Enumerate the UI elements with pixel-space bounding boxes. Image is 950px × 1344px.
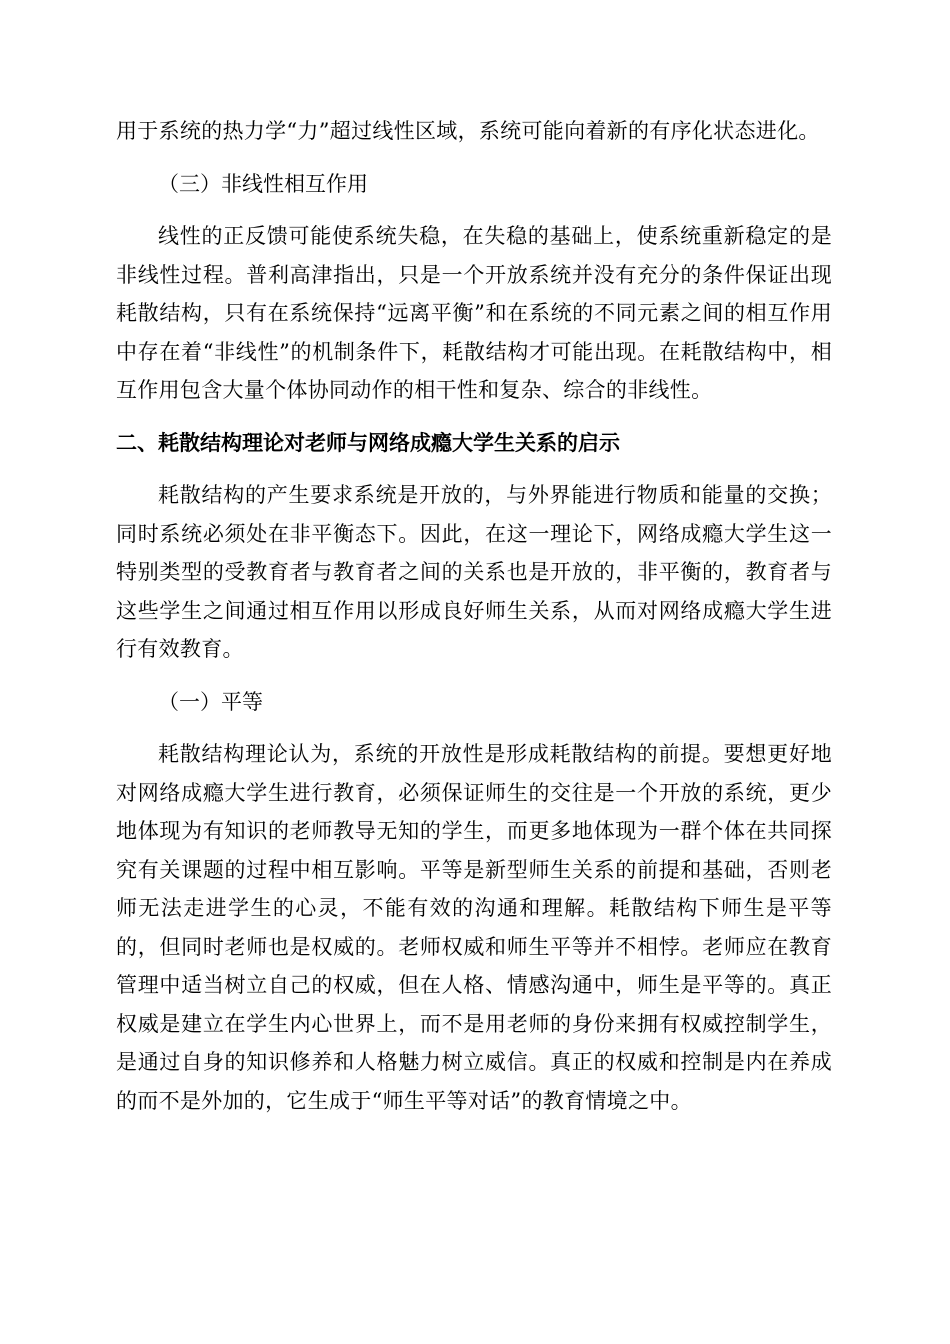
paragraph-equality: 耗散结构理论认为，系统的开放性是形成耗散结构的前提。要想更好地对网络成瘾大学生进行教育，必须保证师生的交往是一个开放的系统，更少地体现为有知识的老师教导无知的学生，而更多地体现为一群个体在共同探究有关课题的过程中相互影响。平等是新型师生关系的前提和基础，否则老师无法走进学生的心灵，不能有效的沟通和理解。耗散结构下师生是平等的，但同时老师也是权威的。老师权威和师生平等并不相悖。老师应在教育管理中适当树立自己的权威，但在人格、情感沟通中，师生是平等的。真正权威是建立在学生内心世界上，而不是用老师的身份来拥有权威控制学生，是通过自身的知识修养和人格魅力树立威信。真正的权威和控制是内在养成的而不是外加的，它生成于“师生平等对话”的教育情境之中。 [116, 742, 832, 1113]
subheading-nonlinear-interaction: （三）非线性相互作用 [158, 171, 368, 196]
paragraph-section-intro: 耗散结构的产生要求系统是开放的，与外界能进行物质和能量的交换；同时系统必须处在非平衡态下。因此，在这一理论下，网络成瘾大学生这一特别类型的受教育者与教育者之间的关系也是开放的，非平衡的，教育者与这些学生之间通过相互作用以形成良好师生关系，从而对网络成瘾大学生进行有效教育。 [116, 483, 832, 661]
document-body [116, 112, 832, 1134]
paragraph-continuation: 用于系统的热力学“力”超过线性区域，系统可能向着新的有序化状态进化。 [116, 119, 820, 143]
paragraph-nonlinear: 线性的正反馈可能使系统失稳，在失稳的基础上，使系统重新稳定的是非线性过程。普利高津指出，只是一个开放系统并没有充分的条件保证出现耗散结构，只有在系统保持“远离平衡”和在系统的不同元素之间的相互作用中存在着“非线性”的机制条件下，耗散结构才可能出现。在耗散结构中，相互作用包含大量个体协同动作的相干性和复杂、综合的非线性。 [116, 224, 832, 402]
subheading-equality: （一）平等 [158, 689, 263, 714]
section-heading: 二、耗散结构理论对老师与网络成瘾大学生关系的启示 [116, 430, 620, 455]
